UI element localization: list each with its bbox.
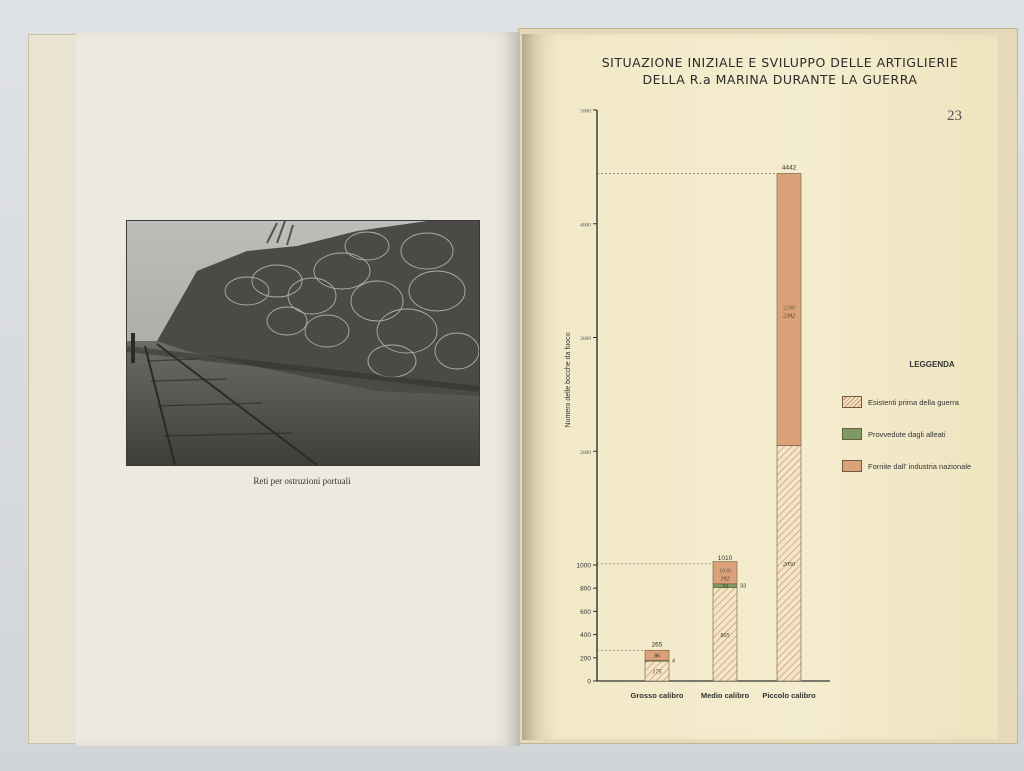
bar-segment-label: 86: [654, 653, 660, 660]
legend-label-allies: Provvedute dagli alleati: [868, 429, 946, 439]
bar-segment-label: 192: [720, 576, 730, 583]
chart-title-line-1: SITUAZIONE INIZIALE E SVILUPPO DELLE ARTIGLIERIE: [601, 55, 959, 70]
bar-side-label: 4: [672, 658, 676, 665]
bar-total-label: 1010: [717, 554, 733, 562]
page-number: 23: [947, 108, 962, 124]
bar-segment-label: 805: [720, 632, 730, 639]
legend-swatch-green: [842, 428, 862, 440]
legend-item-existing: [842, 395, 1002, 409]
x-category-label: Piccolo calibro: [762, 691, 816, 700]
legend-label-national: Fornite dall' industria nazionale: [868, 461, 972, 471]
photo-caption: Reti per ostruzioni portuali: [253, 476, 351, 486]
y-tick-label: 2000: [580, 449, 591, 456]
bar-total-label: 265: [651, 641, 663, 649]
photograph-image: [127, 221, 479, 465]
chart-legend: [842, 360, 1002, 491]
y-tick-label: 3000: [580, 336, 591, 342]
legend-item-allies: [842, 427, 1002, 441]
legend-label-existing: Esistenti prima della guerra: [868, 397, 959, 407]
legend-item-national: [842, 459, 1002, 473]
y-tick-label: 200: [580, 655, 591, 663]
x-category-label: Grosso calibro: [630, 691, 684, 700]
bar-total-label: 4442: [781, 164, 797, 172]
bar-segment-label: 33: [722, 584, 728, 591]
y-tick-label: 1000: [576, 562, 591, 570]
chart-title: [560, 54, 1000, 88]
bar-side-label: 33: [740, 583, 747, 590]
y-tick-label: 800: [580, 585, 591, 593]
harbor-nets-photograph: [126, 220, 480, 466]
legend-swatch-hatched: [842, 396, 862, 408]
legend-title: LEGGENDA: [909, 360, 955, 369]
x-category-label: Medio calibro: [700, 691, 750, 700]
y-tick-label: 600: [580, 608, 591, 616]
bar-segment-label-alt: 2290: [783, 305, 795, 312]
bar-segment-label: 2050: [783, 561, 795, 568]
y-axis-label: Numero delle bocche da fuoco: [565, 332, 572, 428]
bar-segment-label: 2392: [783, 313, 795, 320]
bar-segment-label-alt: 1030: [719, 568, 731, 575]
y-tick-label: 4000: [580, 222, 591, 229]
bar-segment-label: 175: [652, 669, 662, 676]
y-tick-label: 400: [580, 632, 591, 640]
chart-title-line-2: DELLA R.a MARINA DURANTE LA GUERRA: [642, 72, 918, 87]
legend-swatch-orange: [842, 460, 862, 472]
y-tick-label: 0: [587, 678, 591, 686]
y-tick-label: 5000: [580, 108, 591, 115]
